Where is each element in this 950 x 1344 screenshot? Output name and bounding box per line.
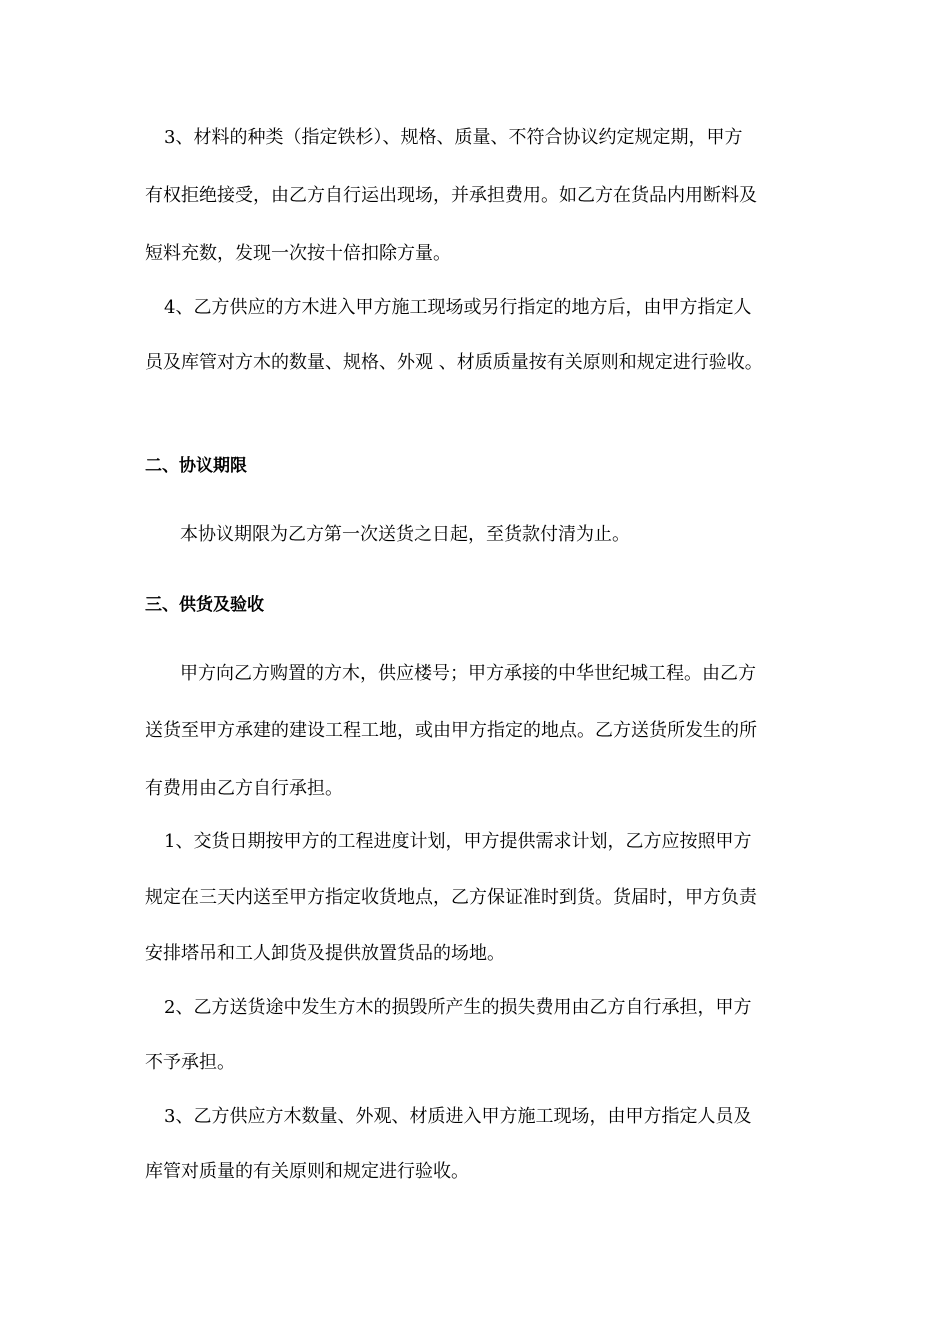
section-2-body: 本协议期限为乙方第一次送货之日起，至货款付清为止。	[180, 524, 630, 545]
section-3-item-3-line-1: 3、乙方供应方木数量、外观、材质进入甲方施工现场，由甲方指定人员及	[164, 1106, 752, 1127]
section-3-intro-line-1: 甲方向乙方购置的方木，供应楼号；甲方承接的中华世纪城工程。由乙方	[180, 663, 756, 684]
section-3-item-2-line-1: 2、乙方送货途中发生方木的损毁所产生的损失费用由乙方自行承担，甲方	[164, 997, 752, 1018]
section-3-item-1-line-2: 规定在三天内送至甲方指定收货地点，乙方保证准时到货。货届时，甲方负责	[145, 887, 757, 908]
section-3-intro-line-3: 有费用由乙方自行承担。	[145, 778, 343, 799]
section-3-intro-line-2: 送货至甲方承建的建设工程工地，或由甲方指定的地点。乙方送货所发生的所	[145, 720, 757, 741]
clause-3-line-1: 3、材料的种类（指定铁杉）、规格、质量、不符合协议约定规定期，甲方	[164, 127, 743, 148]
clause-3-line-2: 有权拒绝接受，由乙方自行运出现场，并承担费用。如乙方在货品内用断料及	[145, 185, 757, 206]
clause-4-line-1: 4、乙方供应的方木进入甲方施工现场或另行指定的地方后，由甲方指定人	[164, 297, 752, 318]
clause-4-line-2: 员及库管对方木的数量、规格、外观 、材质质量按有关原则和规定进行验收。	[145, 352, 763, 373]
section-3-item-3-line-2: 库管对质量的有关原则和规定进行验收。	[145, 1161, 469, 1182]
section-3-item-2-line-2: 不予承担。	[145, 1052, 235, 1073]
section-3-heading: 三、供货及验收	[145, 595, 264, 615]
section-2-heading: 二、协议期限	[145, 456, 247, 476]
section-3-item-1-line-1: 1、交货日期按甲方的工程进度计划，甲方提供需求计划，乙方应按照甲方	[164, 831, 752, 852]
clause-3-line-3: 短料充数，发现一次按十倍扣除方量。	[145, 243, 451, 264]
section-3-item-1-line-3: 安排塔吊和工人卸货及提供放置货品的场地。	[145, 943, 505, 964]
